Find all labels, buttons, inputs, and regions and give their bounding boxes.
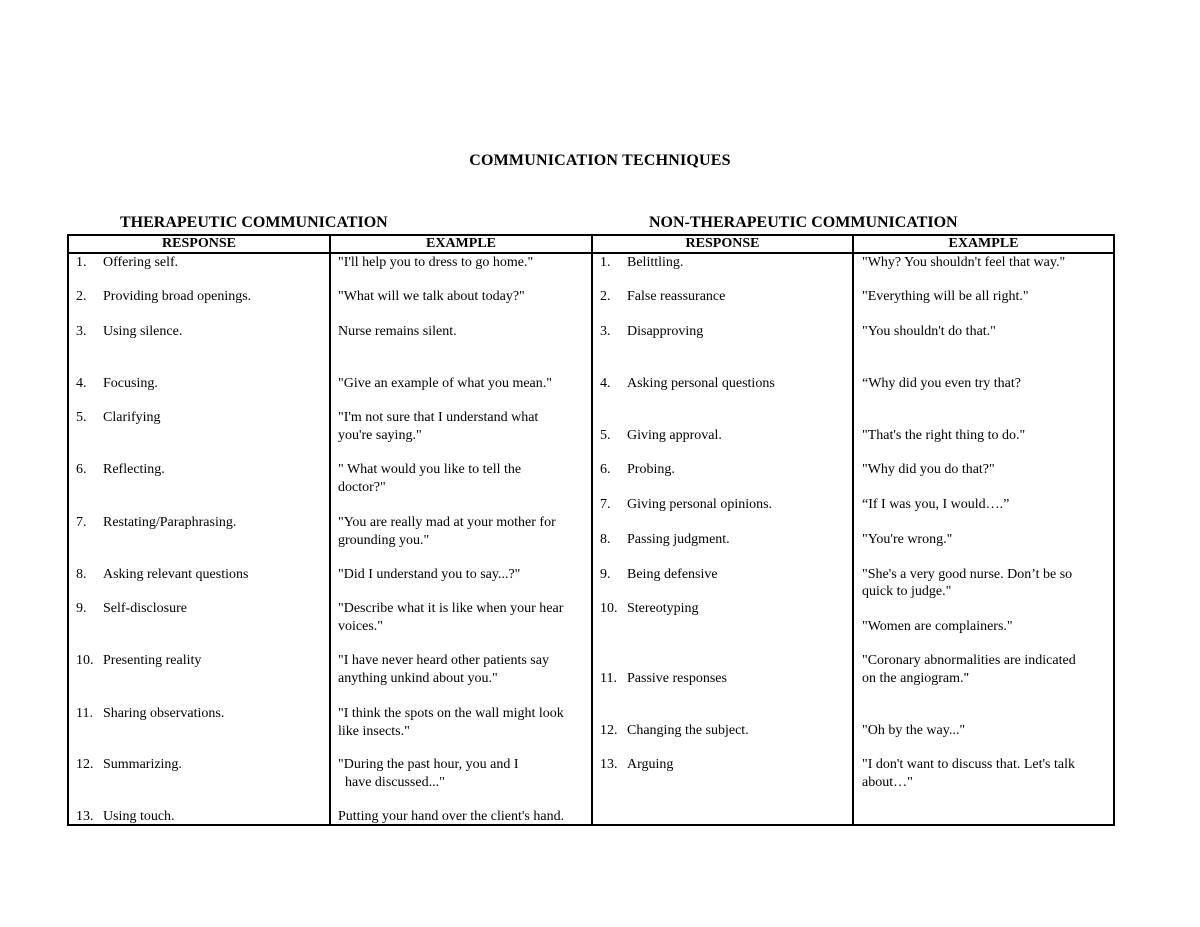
technique-response: Asking personal questions <box>627 376 775 391</box>
technique-response: Probing. <box>627 462 675 477</box>
technique-example: "Everything will be all right." <box>862 289 1029 304</box>
row-number: 2. <box>76 289 87 304</box>
technique-example: "During the past hour, you and I <box>338 757 519 772</box>
technique-response: Clarifying <box>103 410 161 425</box>
technique-example: "Women are complainers." <box>862 619 1013 634</box>
technique-example-continued: like insects." <box>338 724 410 739</box>
technique-example-continued: voices." <box>338 619 383 634</box>
technique-example: "I think the spots on the wall might look <box>338 706 564 721</box>
non-therapeutic-response-header: RESPONSE <box>685 236 760 251</box>
technique-example-continued: you're saying." <box>338 428 422 443</box>
row-number: 5. <box>76 410 87 425</box>
technique-example: “If I was you, I would….” <box>862 497 1010 512</box>
technique-example: "Why? You shouldn't feel that way." <box>862 255 1066 270</box>
therapeutic-example-header: EXAMPLE <box>426 236 496 251</box>
technique-response: Reflecting. <box>103 462 165 477</box>
technique-response: Providing broad openings. <box>103 289 252 304</box>
technique-response: Disapproving <box>627 324 704 339</box>
row-number: 1. <box>600 255 611 270</box>
row-number: 9. <box>600 567 611 582</box>
technique-response: Using touch. <box>103 809 175 824</box>
row-number: 5. <box>600 428 611 443</box>
row-number: 6. <box>76 462 87 477</box>
row-number: 11. <box>76 706 93 721</box>
technique-response: Offering self. <box>103 255 179 270</box>
technique-example: "You're wrong." <box>862 532 953 547</box>
row-number: 4. <box>600 376 611 391</box>
technique-response: Giving personal opinions. <box>627 497 773 512</box>
technique-response: Restating/Paraphrasing. <box>103 515 237 530</box>
technique-response: Giving approval. <box>627 428 722 443</box>
row-number: 1. <box>76 255 87 270</box>
page-title: COMMUNICATION TECHNIQUES <box>469 152 731 169</box>
therapeutic-heading: THERAPEUTIC COMMUNICATION <box>120 214 388 231</box>
technique-example: "She's a very good nurse. Don’t be so <box>862 567 1073 582</box>
technique-example-continued: doctor?" <box>338 480 386 495</box>
technique-example: Nurse remains silent. <box>338 324 457 339</box>
technique-example: “Why did you even try that? <box>862 376 1022 391</box>
technique-example: "I don't want to discuss that. Let's talk <box>862 757 1075 772</box>
technique-response: Being defensive <box>627 567 718 582</box>
technique-example-continued: anything unkind about you." <box>338 671 498 686</box>
row-number: 8. <box>76 567 87 582</box>
technique-response: Belittling. <box>627 255 684 270</box>
technique-response: Stereotyping <box>627 601 699 616</box>
row-number: 6. <box>600 462 611 477</box>
technique-example: " What would you like to tell the <box>338 462 522 477</box>
technique-response: Sharing observations. <box>103 706 225 721</box>
technique-example-continued: about…" <box>862 775 913 790</box>
technique-example: "What will we talk about today?" <box>338 289 525 304</box>
therapeutic-response-header: RESPONSE <box>162 236 236 251</box>
technique-response: Presenting reality <box>103 653 202 668</box>
technique-example-continued: grounding you." <box>338 533 430 548</box>
technique-example: "I'm not sure that I understand what <box>338 410 539 425</box>
row-number: 2. <box>600 289 611 304</box>
technique-example: "That's the right thing to do." <box>862 428 1026 443</box>
column-divider <box>852 234 854 826</box>
technique-example: Putting your hand over the client's hand. <box>338 809 565 824</box>
technique-response: Asking relevant questions <box>103 567 249 582</box>
row-number: 12. <box>76 757 94 772</box>
technique-example: "I have never heard other patients say <box>338 653 549 668</box>
technique-example-continued: on the angiogram." <box>862 671 970 686</box>
non-therapeutic-example-header: EXAMPLE <box>948 236 1019 251</box>
row-number: 13. <box>76 809 94 824</box>
row-number: 8. <box>600 532 611 547</box>
technique-example: "Oh by the way..." <box>862 723 966 738</box>
row-number: 7. <box>600 497 611 512</box>
row-number: 9. <box>76 601 87 616</box>
technique-response: Changing the subject. <box>627 723 749 738</box>
technique-example: "Did I understand you to say...?" <box>338 567 521 582</box>
technique-response: Summarizing. <box>103 757 182 772</box>
technique-example: "Describe what it is like when your hear <box>338 601 564 616</box>
technique-example: "You shouldn't do that." <box>862 324 996 339</box>
technique-response: Passive responses <box>627 671 727 686</box>
technique-example-continued: quick to judge." <box>862 584 952 599</box>
row-number: 3. <box>600 324 611 339</box>
row-number: 7. <box>76 515 87 530</box>
technique-response: Arguing <box>627 757 674 772</box>
row-number: 3. <box>76 324 87 339</box>
technique-response: Focusing. <box>103 376 158 391</box>
row-number: 10. <box>600 601 618 616</box>
technique-response: Using silence. <box>103 324 183 339</box>
row-number: 13. <box>600 757 618 772</box>
technique-example: "I'll help you to dress to go home." <box>338 255 534 270</box>
technique-example: "You are really mad at your mother for <box>338 515 556 530</box>
row-number: 12. <box>600 723 618 738</box>
technique-example: "Coronary abnormalities are indicated <box>862 653 1076 668</box>
column-divider <box>591 234 593 826</box>
row-number: 11. <box>600 671 617 686</box>
non-therapeutic-heading: NON-THERAPEUTIC COMMUNICATION <box>649 214 958 231</box>
technique-example-continued: have discussed..." <box>338 775 445 790</box>
row-number: 10. <box>76 653 94 668</box>
technique-response: False reassurance <box>627 289 726 304</box>
technique-response: Passing judgment. <box>627 532 730 547</box>
column-divider <box>329 234 331 826</box>
technique-example: "Give an example of what you mean." <box>338 376 552 391</box>
row-number: 4. <box>76 376 87 391</box>
technique-example: "Why did you do that?" <box>862 462 995 477</box>
technique-response: Self-disclosure <box>103 601 187 616</box>
